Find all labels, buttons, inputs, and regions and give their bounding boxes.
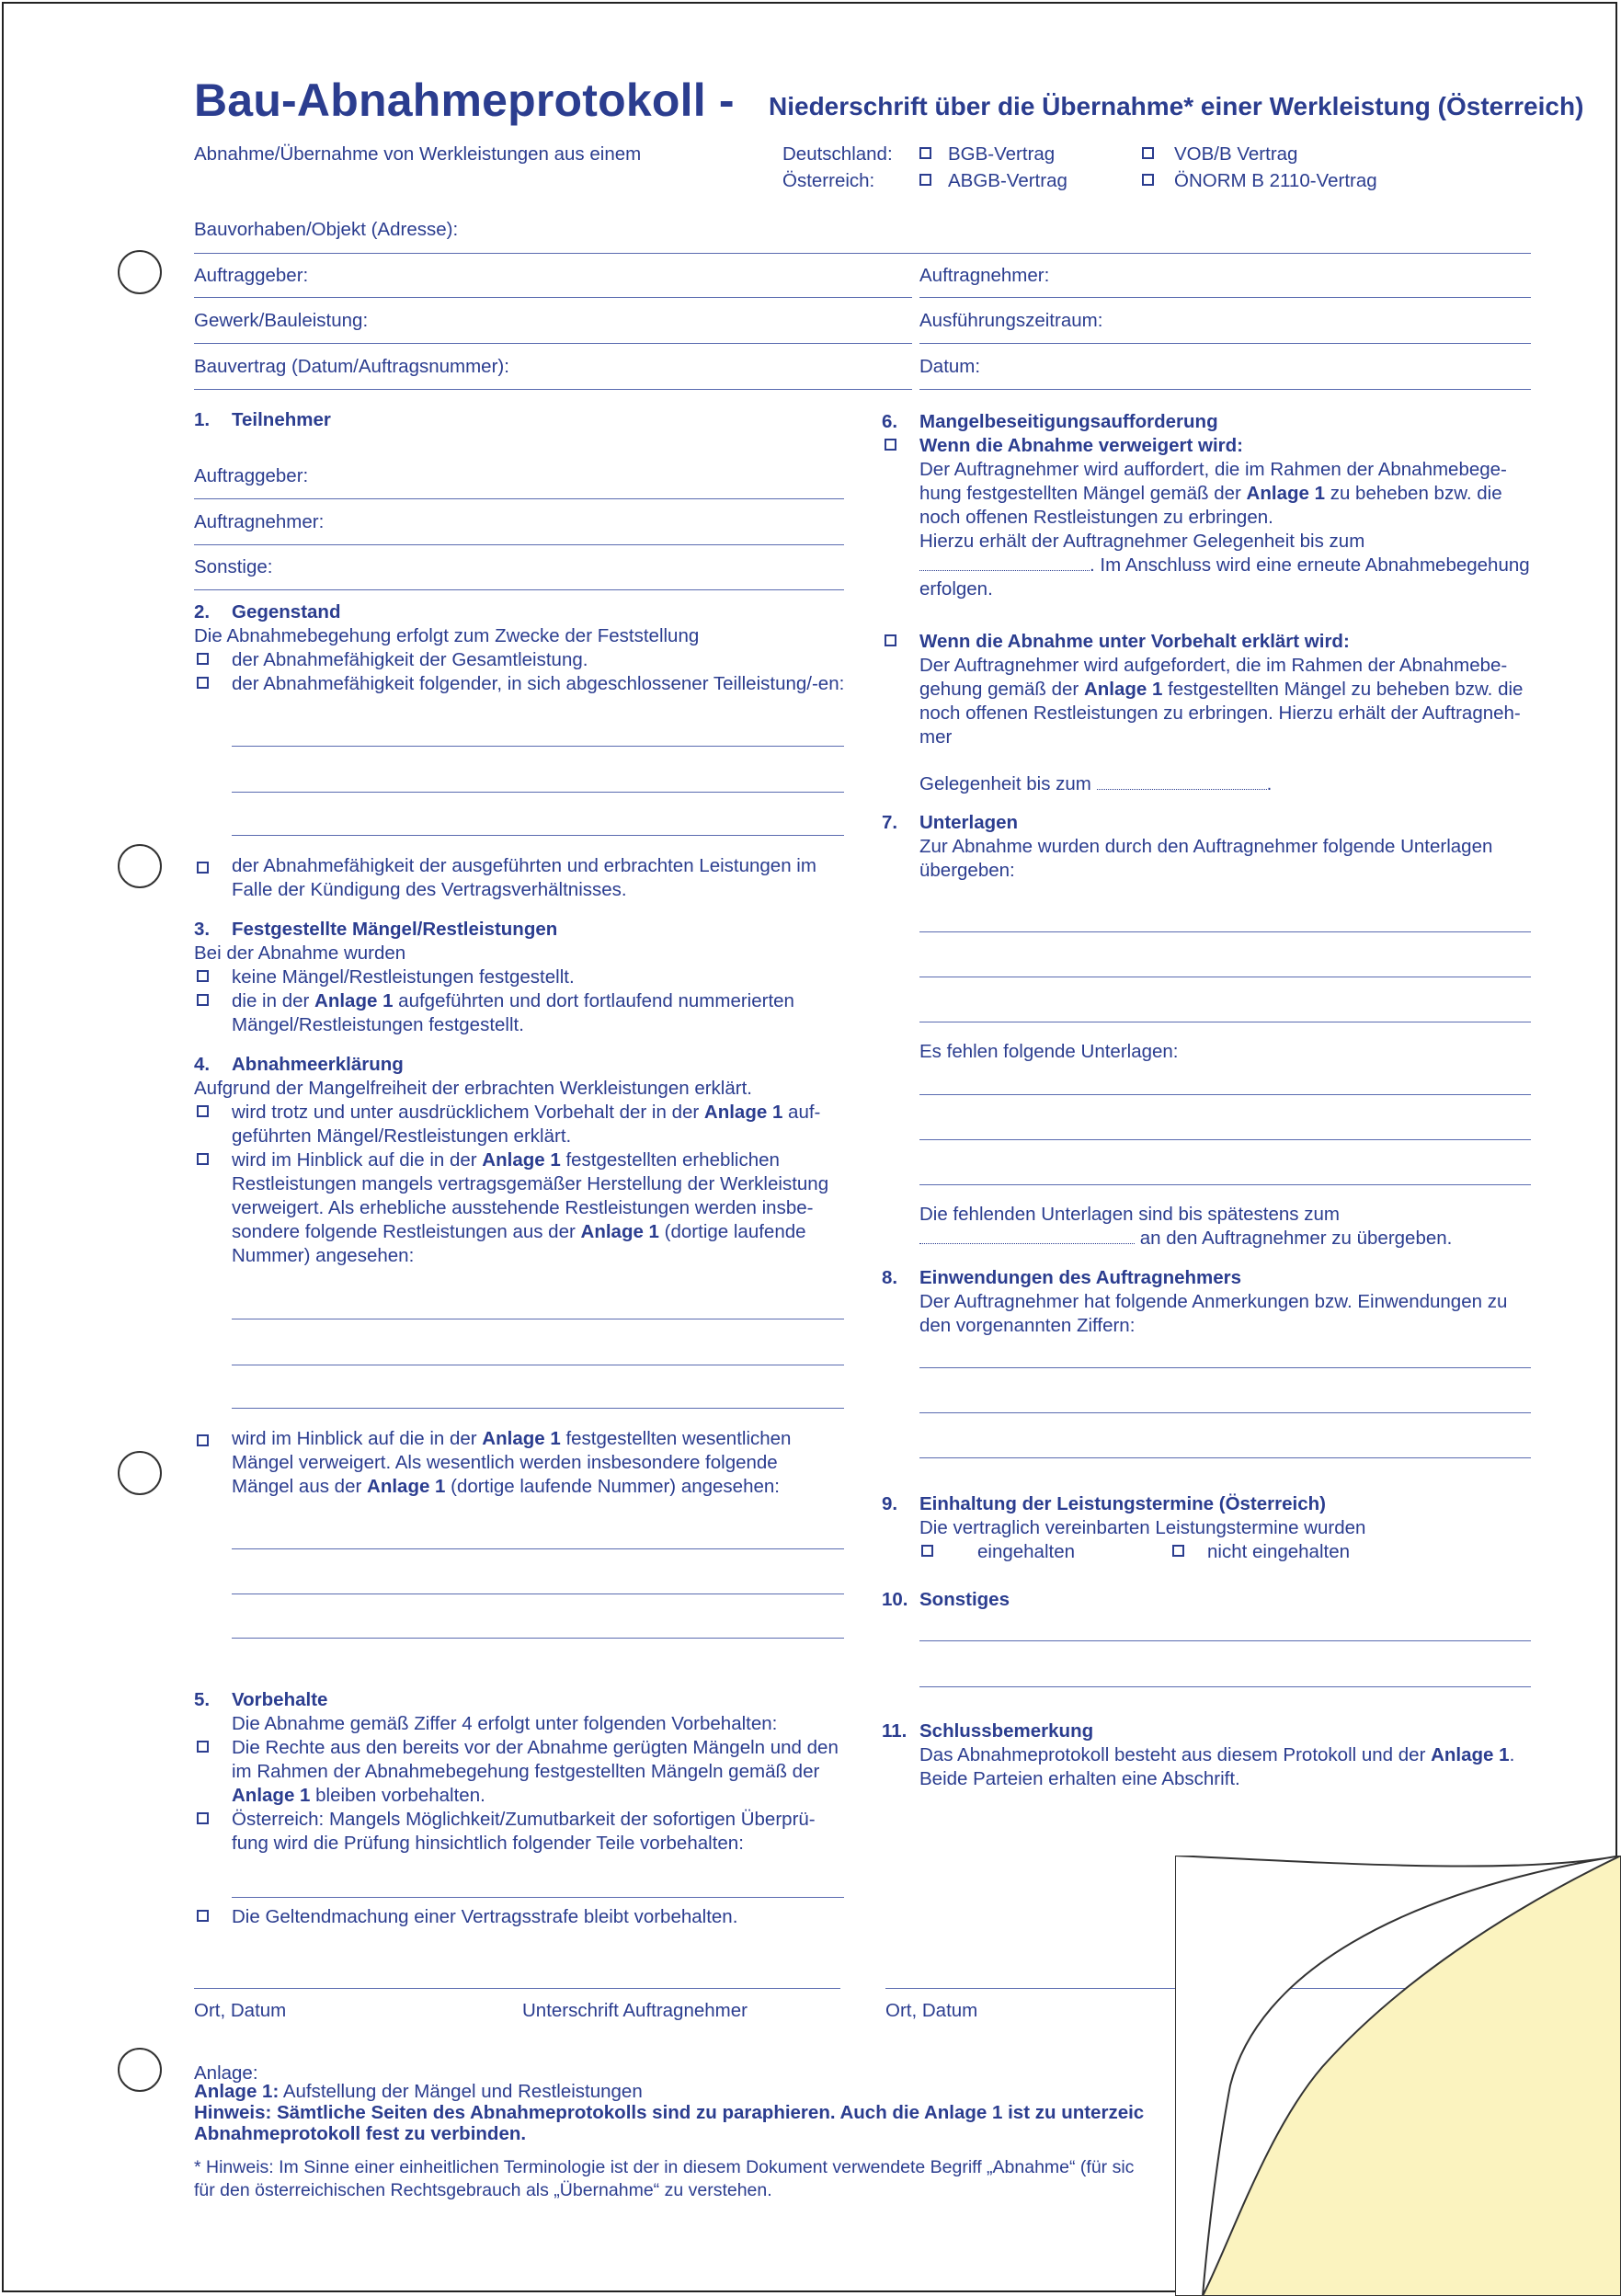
auftragnehmer-line[interactable] xyxy=(919,297,1531,298)
s7-missing-line[interactable] xyxy=(919,1139,1531,1140)
bauvorhaben-label: Bauvorhaben/Objekt (Adresse): xyxy=(194,219,459,240)
s6-p2b: gehung gemäß der Anlage 1 festgestellten Mängel zu beheben bzw. die xyxy=(919,679,1524,700)
s9-opt2-label: nicht eingehalten xyxy=(1207,1541,1351,1562)
s5-opt1-line2: im Rahmen der Abnahmebegehung festgestellten Mängeln gemäß der xyxy=(232,1761,820,1782)
s4-opt3-line[interactable] xyxy=(232,1593,844,1594)
s6-p1d: Hierzu erhält der Auftragnehmer Gelegenheit bis zum xyxy=(919,531,1365,552)
s2-line[interactable] xyxy=(232,746,844,747)
s1-auftragnehmer-label: Auftragnehmer: xyxy=(194,511,325,532)
s1-auftraggeber-line[interactable] xyxy=(194,498,844,499)
s4-opt2-line5: Nummer) angesehen: xyxy=(232,1245,415,1266)
carbon-copy-corner xyxy=(1175,1856,1621,2296)
s6-p1f: erfolgen. xyxy=(919,578,993,600)
auftraggeber-label: Auftraggeber: xyxy=(194,265,309,286)
s1-auftraggeber-label: Auftraggeber: xyxy=(194,465,309,486)
s6-title: Mangelbeseitigungsaufforderung xyxy=(919,411,1218,432)
s9-opt1-label: eingehalten xyxy=(977,1541,1076,1562)
ort-datum-right: Ort, Datum xyxy=(885,2000,978,2021)
gewerk-label: Gewerk/Bauleistung: xyxy=(194,310,369,331)
s5-title: Vorbehalte xyxy=(232,1689,328,1710)
s7-missing-line[interactable] xyxy=(919,1094,1531,1095)
s6-opt1-checkbox[interactable] xyxy=(885,439,896,451)
s3-opt2-line1: die in der Anlage 1 aufgeführten und dort fortlaufend nummerierten xyxy=(232,990,794,1011)
s4-opt2-line4: sondere folgende Restleistungen aus der Anlage 1 (dortige laufende xyxy=(232,1221,806,1242)
s10-line[interactable] xyxy=(919,1686,1531,1687)
s9-title: Einhaltung der Leistungstermine (Österreich) xyxy=(919,1493,1326,1514)
s7-intro1: Zur Abnahme wurden durch den Auftragnehmer folgende Unterlagen xyxy=(919,836,1493,857)
s6-number: 6. xyxy=(882,411,898,432)
punch-hole xyxy=(118,250,162,294)
s5-line[interactable] xyxy=(232,1897,844,1898)
s4-opt1-line2: geführten Mängel/Restleistungen erklärt. xyxy=(232,1125,572,1147)
signature-auftragnehmer-label: Unterschrift Auftragnehmer xyxy=(522,2000,748,2021)
s2-opt2-checkbox[interactable] xyxy=(197,677,209,689)
s7-number: 7. xyxy=(882,812,898,833)
s2-line[interactable] xyxy=(232,835,844,836)
s6-p1b: hung festgestellten Mängel gemäß der Anlage 1 zu beheben bzw. die xyxy=(919,483,1502,504)
bgb-checkbox[interactable] xyxy=(919,147,931,159)
s5-opt1-line3: Anlage 1 bleiben vorbehalten. xyxy=(232,1785,485,1806)
s3-opt2-line2: Mängel/Restleistungen festgestellt. xyxy=(232,1014,524,1035)
s2-opt3-line2: Falle der Kündigung des Vertragsverhältnisses. xyxy=(232,879,627,900)
s2-number: 2. xyxy=(194,601,211,623)
s2-line[interactable] xyxy=(232,792,844,793)
s9-opt1-checkbox[interactable] xyxy=(921,1545,933,1557)
footer-hinweis-a: Hinweis: Sämtliche Seiten des Abnahmeprotokolls sind zu paraphieren. Auch die Anlage 1 ist zu unterzeic xyxy=(194,2102,1145,2123)
datum-label: Datum: xyxy=(919,356,981,377)
footer-note-a: * Hinweis: Im Sinne einer einheitlichen Terminologie ist der in diesem Dokument verwendete Begriff „Abnahme“ (für sic xyxy=(194,2157,1135,2177)
s11-p1: Das Abnahmeprotokoll besteht aus diesem Protokoll und der Anlage 1. xyxy=(919,1744,1515,1765)
s5-opt1-checkbox[interactable] xyxy=(197,1741,209,1753)
s10-line[interactable] xyxy=(919,1640,1531,1641)
s6-date2-field[interactable] xyxy=(1097,789,1267,790)
bauvertrag-label: Bauvertrag (Datum/Auftragsnummer): xyxy=(194,356,509,377)
s8-line[interactable] xyxy=(919,1367,1531,1368)
s6-sub1: Wenn die Abnahme verweigert wird: xyxy=(919,435,1243,456)
oenorm-label: ÖNORM B 2110-Vertrag xyxy=(1174,170,1377,191)
s8-p2: den vorgenannten Ziffern: xyxy=(919,1315,1136,1336)
s8-number: 8. xyxy=(882,1267,898,1288)
intro-text: Abnahme/Übernahme von Werkleistungen aus einem xyxy=(194,143,642,165)
s9-opt2-checkbox[interactable] xyxy=(1172,1545,1184,1557)
s10-number: 10. xyxy=(882,1589,908,1610)
footer-anlage-label: Anlage: xyxy=(194,2062,258,2084)
s11-title: Schlussbemerkung xyxy=(919,1720,1094,1742)
s4-opt1-checkbox[interactable] xyxy=(197,1105,209,1117)
s7-missing-line[interactable] xyxy=(919,1184,1531,1185)
signature-line-left[interactable] xyxy=(194,1988,840,1989)
s9-number: 9. xyxy=(882,1493,898,1514)
s2-intro: Die Abnahmebegehung erfolgt zum Zwecke der Feststellung xyxy=(194,625,700,646)
abgb-checkbox[interactable] xyxy=(919,174,931,186)
s1-sonstige-label: Sonstige: xyxy=(194,556,273,577)
s2-opt3-checkbox[interactable] xyxy=(197,862,209,874)
s3-opt1-label: keine Mängel/Restleistungen festgestellt. xyxy=(232,966,575,988)
s7-deadline1: Die fehlenden Unterlagen sind bis spätestens zum xyxy=(919,1204,1340,1225)
punch-hole xyxy=(118,2048,162,2092)
s4-intro: Aufgrund der Mangelfreiheit der erbrachten Werkleistungen erklärt. xyxy=(194,1078,752,1099)
gewerk-line[interactable] xyxy=(194,343,912,344)
punch-hole xyxy=(118,844,162,888)
s5-opt3-checkbox[interactable] xyxy=(197,1910,209,1922)
s5-opt3-label: Die Geltendmachung einer Vertragsstrafe bleibt vorbehalten. xyxy=(232,1906,738,1927)
s6-sub2: Wenn die Abnahme unter Vorbehalt erklärt wird: xyxy=(919,631,1350,652)
s5-opt2-checkbox[interactable] xyxy=(197,1812,209,1824)
ort-datum-left: Ort, Datum xyxy=(194,2000,287,2021)
s1-sonstige-line[interactable] xyxy=(194,589,844,590)
s5-intro: Die Abnahme gemäß Ziffer 4 erfolgt unter folgenden Vorbehalten: xyxy=(232,1713,778,1734)
s5-opt2-line1: Österreich: Mangels Möglichkeit/Zumutbarkeit der sofortigen Überprü- xyxy=(232,1809,816,1830)
vob-checkbox[interactable] xyxy=(1142,147,1154,159)
s2-opt2-label: der Abnahmefähigkeit folgender, in sich abgeschlossener Teilleistung/-en: xyxy=(232,673,845,694)
s4-opt3-checkbox[interactable] xyxy=(197,1434,209,1446)
s4-opt3-line1: wird im Hinblick auf die in der Anlage 1 festgestellten wesentlichen xyxy=(232,1428,792,1449)
s7-date-field[interactable] xyxy=(919,1243,1135,1244)
bauvertrag-line[interactable] xyxy=(194,389,912,390)
s4-opt2-line2: Restleistungen mangels vertragsgemäßer Herstellung der Werkleistung xyxy=(232,1173,829,1194)
abgb-label: ABGB-Vertrag xyxy=(948,170,1067,191)
bauvorhaben-line[interactable] xyxy=(194,253,1531,254)
s1-title: Teilnehmer xyxy=(232,409,331,430)
s7-title: Unterlagen xyxy=(919,812,1019,833)
s4-opt2-checkbox[interactable] xyxy=(197,1153,209,1165)
footer-note-c: für den österreichischen Rechtsgebrauch als „Übernahme“ zu verstehen. xyxy=(194,2180,772,2200)
ausfuehrung-line[interactable] xyxy=(919,343,1531,344)
footer-hinweis-c: Abnahmeprotokoll fest zu verbinden. xyxy=(194,2123,527,2144)
s6-p1e: . Im Anschluss wird eine erneute Abnahmebegehung xyxy=(919,554,1530,577)
s11-p2: Beide Parteien erhalten eine Abschrift. xyxy=(919,1768,1240,1789)
auftragnehmer-label: Auftragnehmer: xyxy=(919,265,1050,286)
s3-number: 3. xyxy=(194,919,211,940)
s6-p2c: noch offenen Restleistungen zu erbringen. Hierzu erhält der Auftragneh- xyxy=(919,703,1521,724)
page-subtitle: Niederschrift über die Übernahme* einer Werkleistung (Österreich) xyxy=(769,92,1584,120)
s4-opt2-line3: verweigert. Als erhebliche ausstehende Restleistungen werden insbe- xyxy=(232,1197,814,1218)
s4-title: Abnahmeerklärung xyxy=(232,1054,404,1075)
footer-anlage1: Anlage 1: Aufstellung der Mängel und Restleistungen xyxy=(194,2081,643,2102)
bgb-label: BGB-Vertrag xyxy=(948,143,1056,165)
s6-p2e: Gelegenheit bis zum . xyxy=(919,773,1273,794)
s2-opt3-line1: der Abnahmefähigkeit der ausgeführten und erbrachten Leistungen im xyxy=(232,855,816,876)
at-label: Österreich: xyxy=(782,170,875,191)
s2-opt1-label: der Abnahmefähigkeit der Gesamtleistung. xyxy=(232,649,588,670)
s3-intro: Bei der Abnahme wurden xyxy=(194,942,406,964)
s4-opt2-line1: wird im Hinblick auf die in der Anlage 1 festgestellten erheblichen xyxy=(232,1149,780,1171)
de-label: Deutschland: xyxy=(782,143,893,165)
s4-opt3-line[interactable] xyxy=(232,1638,844,1639)
vob-label: VOB/B Vertrag xyxy=(1174,143,1298,165)
page-title: Bau-Abnahmeprotokoll - xyxy=(194,74,735,126)
s6-p2d: mer xyxy=(919,726,953,748)
s8-title: Einwendungen des Auftragnehmers xyxy=(919,1267,1242,1288)
auftraggeber-line[interactable] xyxy=(194,297,912,298)
s6-p2a: Der Auftragnehmer wird aufgefordert, die im Rahmen der Abnahmebe- xyxy=(919,655,1508,676)
s8-line[interactable] xyxy=(919,1457,1531,1458)
s2-opt1-checkbox[interactable] xyxy=(197,653,209,665)
s5-opt2-line2: fung wird die Prüfung hinsichtlich folgender Teile vorbehalten: xyxy=(232,1833,744,1854)
s1-number: 1. xyxy=(194,409,211,430)
s6-p1c: noch offenen Restleistungen zu erbringen. xyxy=(919,507,1273,528)
s7-deadline2: an den Auftragnehmer zu übergeben. xyxy=(919,1227,1452,1251)
s3-opt2-checkbox[interactable] xyxy=(197,994,209,1006)
s2-title: Gegenstand xyxy=(232,601,341,623)
s9-intro: Die vertraglich vereinbarten Leistungstermine wurden xyxy=(919,1517,1366,1538)
s8-p1: Der Auftragnehmer hat folgende Anmerkungen bzw. Einwendungen zu xyxy=(919,1291,1508,1312)
s7-line[interactable] xyxy=(919,931,1531,932)
s8-line[interactable] xyxy=(919,1412,1531,1413)
s3-opt1-checkbox[interactable] xyxy=(197,970,209,982)
s5-opt1-line1: Die Rechte aus den bereits vor der Abnahme gerügten Mängeln und den xyxy=(232,1737,839,1758)
s7-intro2: übergeben: xyxy=(919,860,1015,881)
s4-opt3-line2: Mängel verweigert. Als wesentlich werden insbesondere folgende xyxy=(232,1452,778,1473)
s4-opt3-line[interactable] xyxy=(232,1548,844,1549)
oenorm-checkbox[interactable] xyxy=(1142,174,1154,186)
s5-number: 5. xyxy=(194,1689,211,1710)
s4-opt3-line3: Mängel aus der Anlage 1 (dortige laufende Nummer) angesehen: xyxy=(232,1476,780,1497)
s4-number: 4. xyxy=(194,1054,211,1075)
s3-title: Festgestellte Mängel/Restleistungen xyxy=(232,919,558,940)
s10-title: Sonstiges xyxy=(919,1589,1010,1610)
s6-opt2-checkbox[interactable] xyxy=(885,634,896,646)
s1-auftragnehmer-line[interactable] xyxy=(194,544,844,545)
s11-number: 11. xyxy=(882,1720,908,1742)
punch-hole xyxy=(118,1451,162,1495)
s6-p1a: Der Auftragnehmer wird auffordert, die im Rahmen der Abnahmebege- xyxy=(919,459,1507,480)
s6-date1-field[interactable] xyxy=(919,570,1090,571)
s4-line[interactable] xyxy=(232,1408,844,1409)
ausfuehrung-label: Ausführungszeitraum: xyxy=(919,310,1103,331)
s7-missing: Es fehlen folgende Unterlagen: xyxy=(919,1041,1179,1062)
datum-line[interactable] xyxy=(919,389,1531,390)
s4-opt1-line1: wird trotz und unter ausdrücklichem Vorbehalt der in der Anlage 1 auf- xyxy=(232,1102,821,1123)
